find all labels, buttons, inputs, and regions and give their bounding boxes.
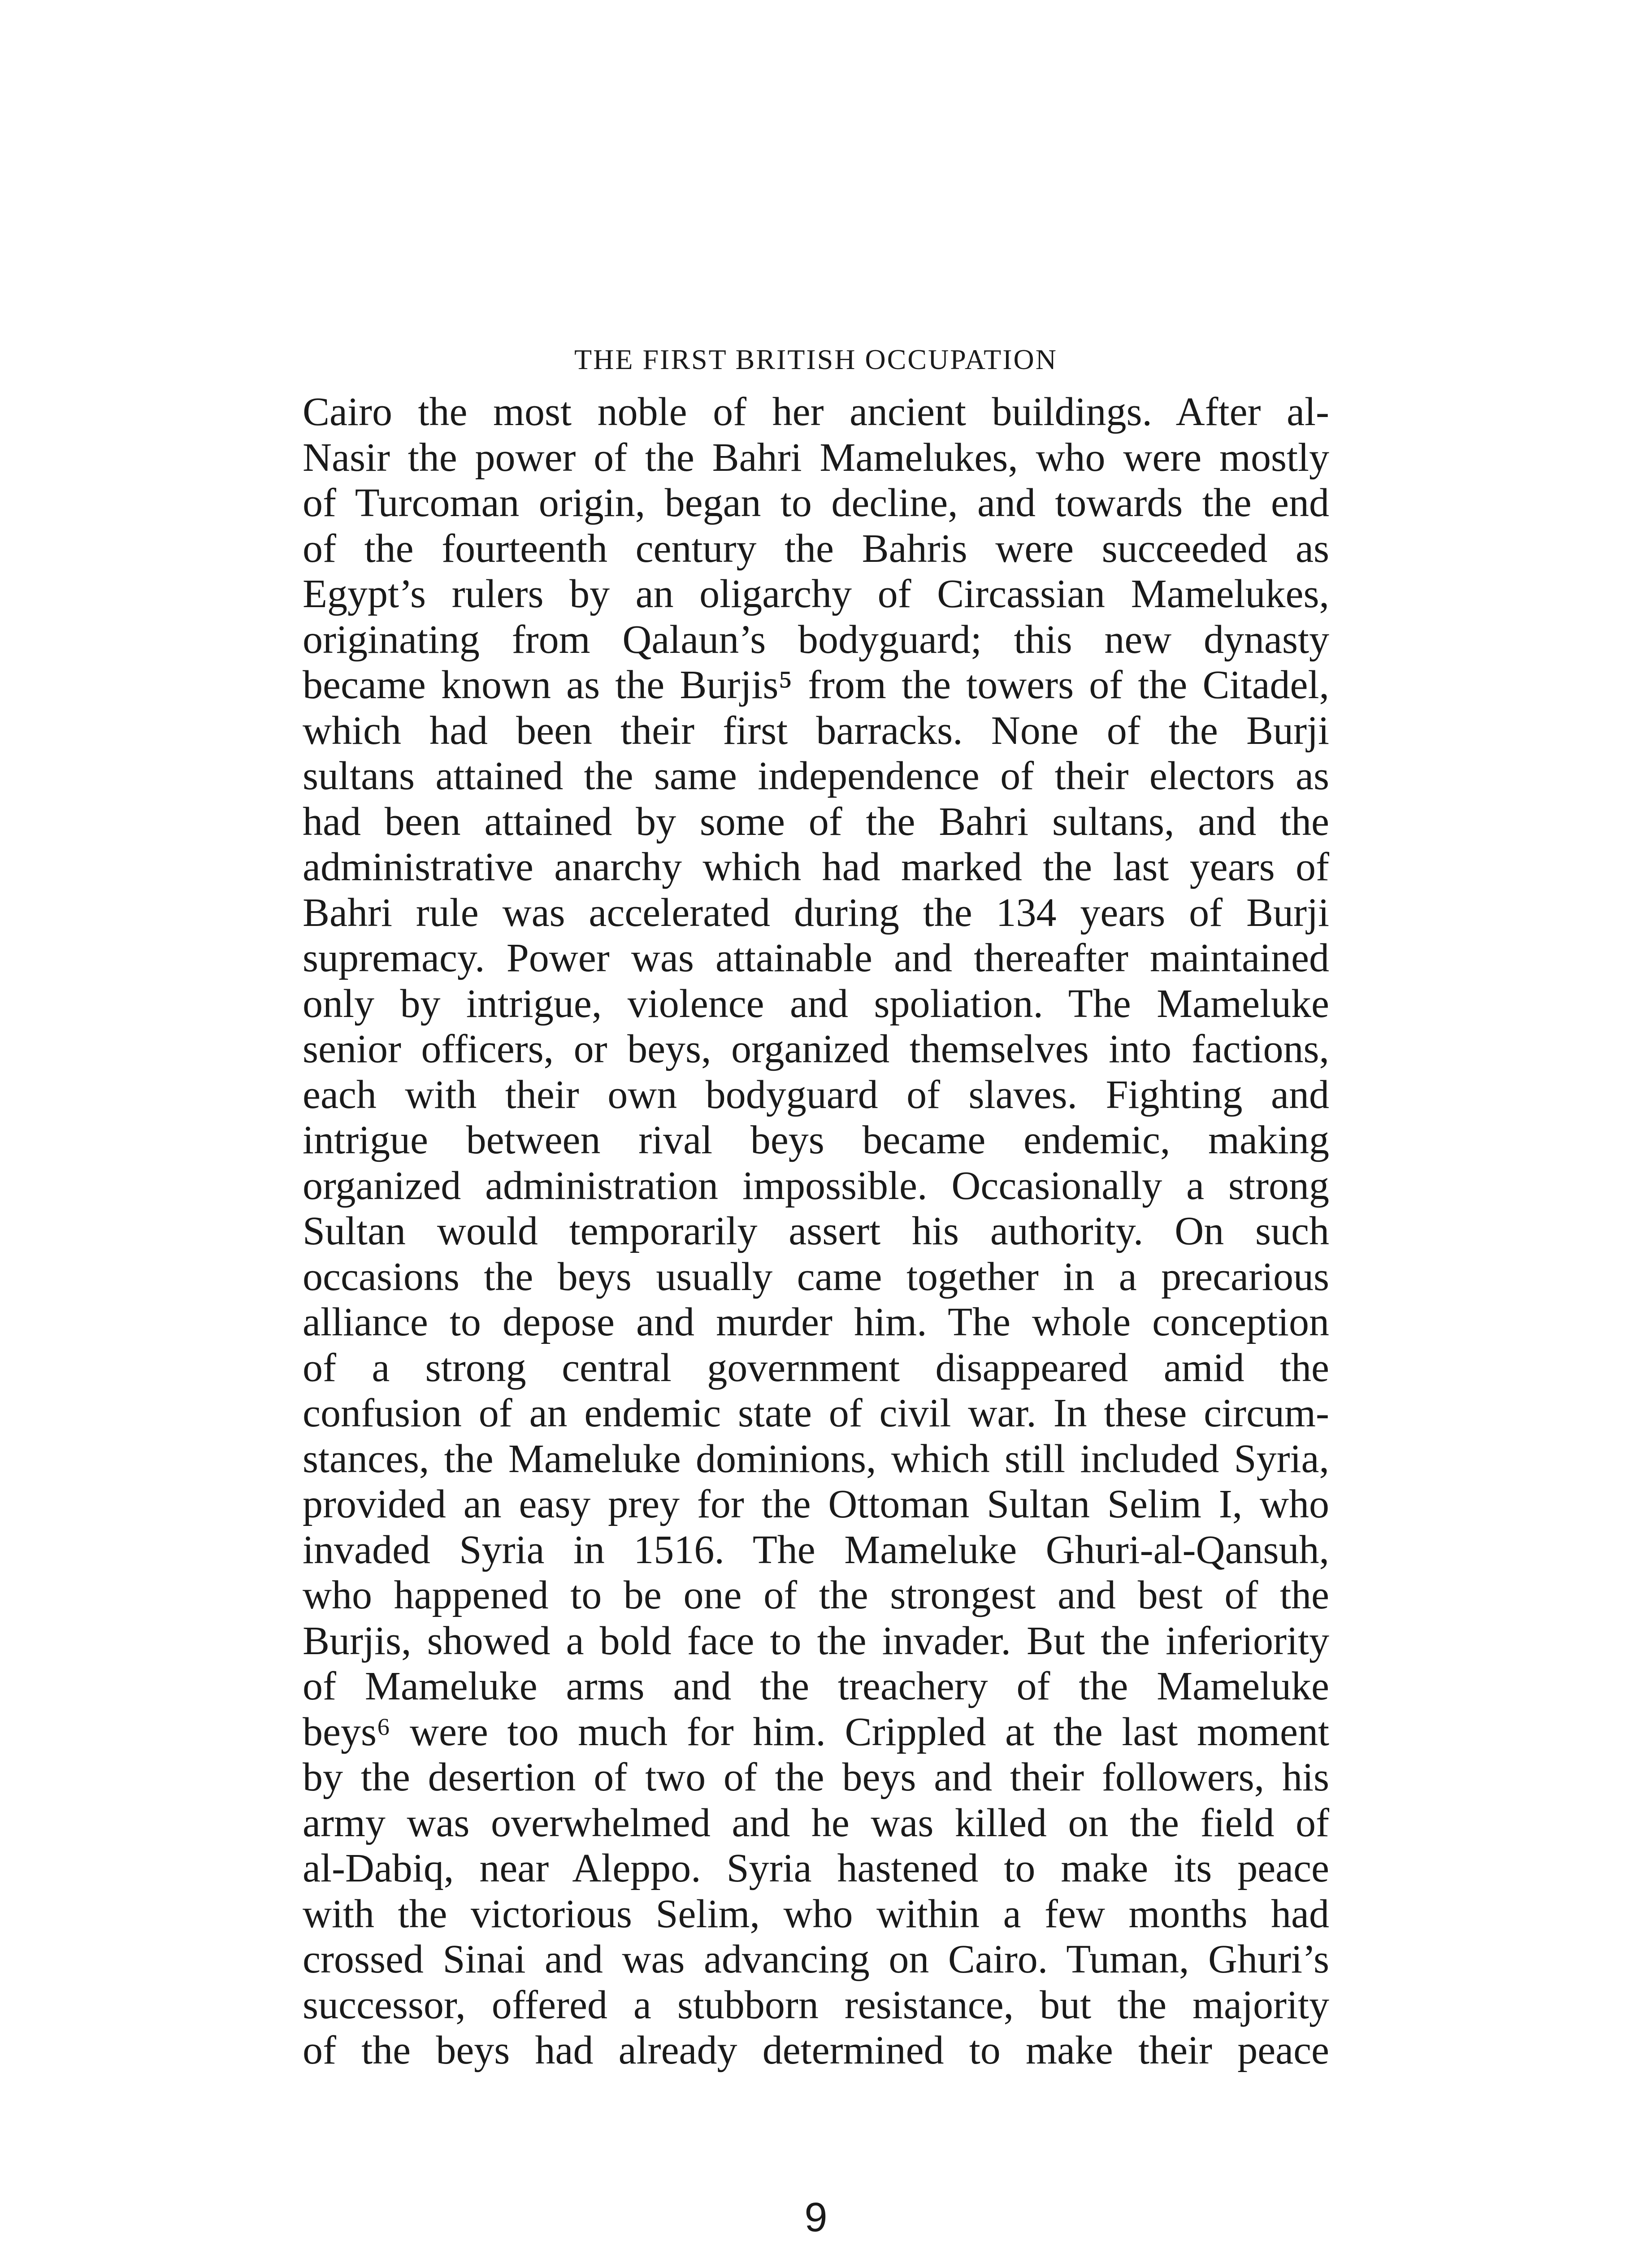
- text-line: Cairo the most noble of her ancient buildings. After al-: [303, 390, 1329, 434]
- body-text: [303, 389, 1329, 2073]
- text-line: army was overwhelmed and he was killed on the field of: [303, 1800, 1329, 1845]
- text-line: supremacy. Power was attainable and thereafter maintained: [303, 936, 1329, 980]
- text-line: which had been their first barracks. None of the Burji: [303, 708, 1329, 753]
- text-line: sultans attained the same independence of their electors as: [303, 754, 1329, 798]
- text-line: each with their own bodyguard of slaves. Fighting and: [303, 1072, 1329, 1117]
- page-number: 9: [804, 2194, 828, 2240]
- text-line: Sultan would temporarily assert his authority. On such: [303, 1209, 1329, 1253]
- text-line: invaded Syria in 1516. The Mameluke Ghuri-al-Qansuh,: [303, 1527, 1329, 1572]
- text-line: of Turcoman origin, began to decline, and towards the end: [303, 481, 1329, 525]
- text-line: Bahri rule was accelerated during the 134 years of Burji: [303, 890, 1329, 935]
- text-line: organized administration impossible. Occasionally a strong: [303, 1163, 1329, 1208]
- text-line: of the fourteenth century the Bahris were succeeded as: [303, 526, 1329, 571]
- text-line: senior officers, or beys, organized themselves into factions,: [303, 1027, 1329, 1071]
- text-line: intrigue between rival beys became endemic, making: [303, 1118, 1329, 1162]
- text-line: of Mameluke arms and the treachery of the Mameluke: [303, 1664, 1329, 1708]
- text-line: al-Dabiq, near Aleppo. Syria hastened to make its peace: [303, 1846, 1329, 1890]
- text-line: became known as the Burjis⁵ from the towers of the Citadel,: [303, 663, 1329, 707]
- running-head: THE FIRST BRITISH OCCUPATION: [574, 343, 1058, 375]
- text-line: by the desertion of two of the beys and their followers, his: [303, 1755, 1329, 1799]
- text-line: stances, the Mameluke dominions, which still included Syria,: [303, 1436, 1329, 1481]
- text-line: had been attained by some of the Bahri sultans, and the: [303, 799, 1329, 844]
- text-line: alliance to depose and murder him. The whole conception: [303, 1300, 1329, 1344]
- text-line: only by intrigue, violence and spoliation. The Mameluke: [303, 981, 1329, 1026]
- text-line: administrative anarchy which had marked the last years of: [303, 845, 1329, 889]
- text-line: Egypt’s rulers by an oligarchy of Circassian Mamelukes,: [303, 572, 1329, 616]
- text-line: originating from Qalaun’s bodyguard; this new dynasty: [303, 617, 1329, 662]
- text-line: crossed Sinai and was advancing on Cairo. Tuman, Ghuri’s: [303, 1937, 1329, 1981]
- text-line: Burjis, showed a bold face to the invader. But the inferiority: [303, 1618, 1329, 1663]
- text-line: of a strong central government disappeared amid the: [303, 1345, 1329, 1390]
- text-line: occasions the beys usually came together in a precarious: [303, 1254, 1329, 1299]
- text-line: with the victorious Selim, who within a few months had: [303, 1891, 1329, 1936]
- text-line: Nasir the power of the Bahri Mamelukes, who were mostly: [303, 435, 1329, 480]
- text-line: confusion of an endemic state of civil war. In these circum-: [303, 1391, 1329, 1435]
- text-line: of the beys had already determined to make their peace: [303, 2028, 1329, 2073]
- text-line: successor, offered a stubborn resistance, but the majority: [303, 1982, 1329, 2027]
- text-line: provided an easy prey for the Ottoman Sultan Selim I, who: [303, 1482, 1329, 1526]
- text-line: beys⁶ were too much for him. Crippled at the last moment: [303, 1709, 1329, 1754]
- text-line: who happened to be one of the strongest and best of the: [303, 1573, 1329, 1617]
